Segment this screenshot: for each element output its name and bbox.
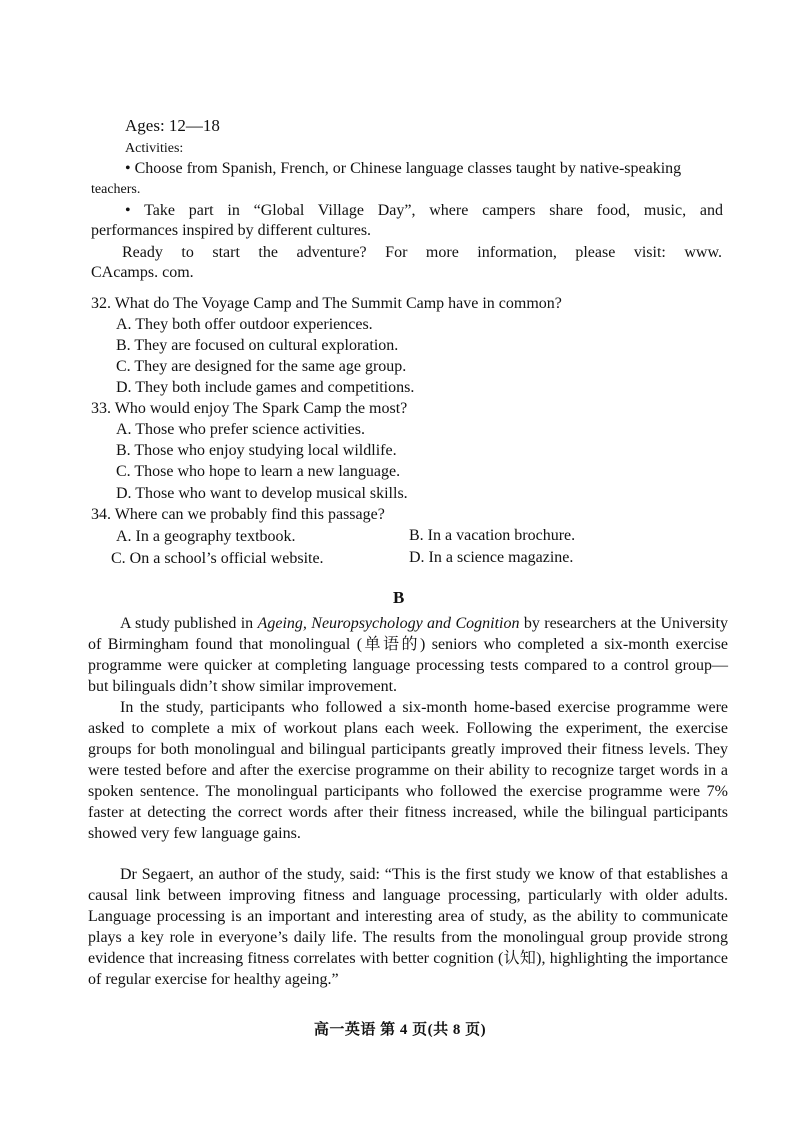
section-b-paragraph-3: Dr Segaert, an author of the study, said: “This is the first study we know of that establishes a causal link between improving fitness and language processing, particularly with older adults. Language processing is an important and interesting area of study, as the ability to communicate plays a key role in everyone’s daily life. The results from the monolingual group provide strong evidence that increasing fitness correlates with better cognition (认知), highlighting the importance of regular exercise for healthy ageing.”: [88, 866, 728, 988]
bullet-1-line-1: • Choose from Spanish, French, or Chinese language classes taught by native-speaking: [125, 160, 682, 177]
question-33-option-a: A. Those who prefer science activities.: [116, 421, 365, 438]
question-34-option-b: B. In a vacation brochure.: [409, 527, 576, 544]
activities-label: Activities:: [125, 141, 184, 156]
question-32-option-a: A. They both offer outdoor experiences.: [116, 316, 373, 333]
question-32-option-c: C. They are designed for the same age group.: [116, 358, 407, 375]
journal-title: Ageing, Neuropsychology and Cognition: [257, 615, 520, 632]
question-33-option-c: C. Those who hope to learn a new language.: [116, 463, 401, 480]
question-32-stem: 32. What do The Voyage Camp and The Summit Camp have in common?: [91, 295, 562, 312]
question-33-option-d: D. Those who want to develop musical skills.: [116, 485, 408, 502]
question-34-option-a: A. In a geography textbook.: [116, 528, 296, 545]
question-34-option-d: D. In a science magazine.: [409, 549, 574, 566]
page-footer: 高一英语 第 4 页(共 8 页): [313, 1022, 487, 1038]
closing-line-2: CAcamps. com.: [91, 264, 194, 281]
question-34-stem: 34. Where can we probably find this passage?: [91, 506, 385, 523]
paragraph-1-body: by researchers at the University of Birmingham found that monolingual (单语的) seniors who completed a six-month exercise programme were quicker at completing language processing tests compared to a control group—but bilinguals didn’t show similar improvement.: [88, 615, 729, 695]
question-32-option-d: D. They both include games and competitions.: [116, 379, 415, 396]
ages-line: Ages: 12—18: [125, 116, 220, 135]
section-b-heading: B: [393, 588, 405, 607]
section-b-paragraph-2: In the study, participants who followed a six-month home-based exercise programme were asked to complete a mix of workout plans each week. Following the experiment, the exercise groups for both monolingual and bilingual participants greatly improved their fitness levels. They were tested before and after the exercise programme on their ability to recognize target words in a spoken sentence. The monolingual participants who followed the exercise programme were 7% faster at detecting the correct words after their fitness increased, while the bilingual participants showed very few language gains.: [88, 699, 728, 842]
paragraph-1-lead: A study published in: [120, 615, 258, 632]
closing-line-1: Ready to start the adventure? For more information, please visit: www.: [122, 244, 722, 261]
bullet-1-line-2: teachers.: [91, 182, 141, 197]
question-33-stem: 33. Who would enjoy The Spark Camp the most?: [91, 400, 408, 417]
question-32-option-b: B. They are focused on cultural exploration.: [116, 337, 399, 354]
question-34-option-c: C. On a school’s official website.: [111, 550, 324, 567]
question-33-option-b: B. Those who enjoy studying local wildlife.: [116, 442, 397, 459]
bullet-2-line-1: • Take part in “Global Village Day”, where campers share food, music, and: [125, 202, 723, 219]
section-b-paragraph-1: [88, 613, 728, 697]
bullet-2-line-2: performances inspired by different cultures.: [91, 222, 372, 239]
